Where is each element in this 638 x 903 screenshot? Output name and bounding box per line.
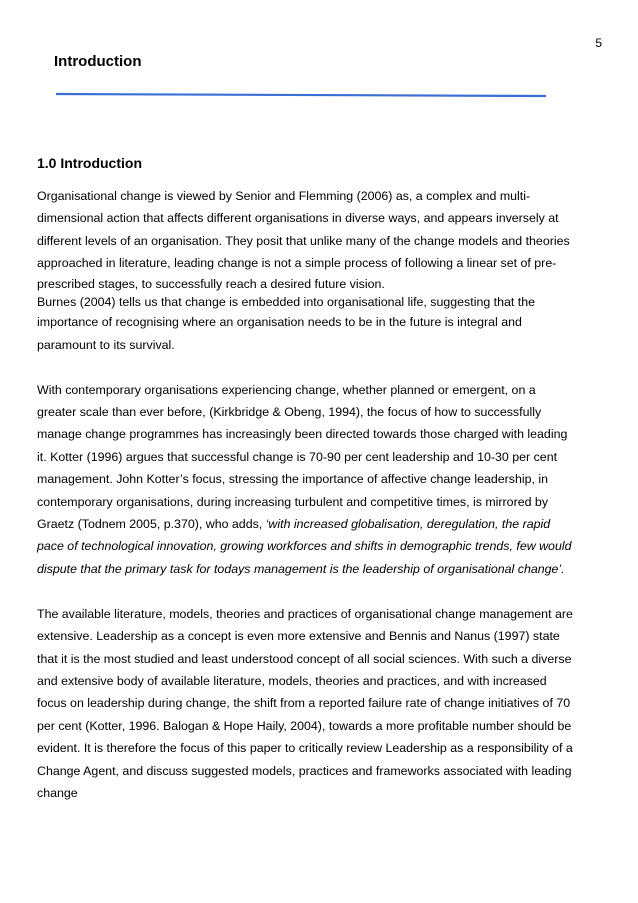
text-line: evident. It is therefore the focus of this paper to critically review Leadership as a responsibility of a <box>37 741 573 756</box>
text-line: management. John Kotter’s focus, stressing the importance of affective change leadership, in <box>37 472 549 487</box>
page-header-title: Introduction <box>54 53 142 70</box>
text-line <box>37 513 601 535</box>
text-line: approached in literature, leading change is not a simple process of following a linear set of pre- <box>37 256 557 271</box>
text-line: change <box>37 785 78 800</box>
text-line: per cent (Kotter, 1996. Balogan & Hope Haily, 2004), towards a more profitable number should be <box>37 718 572 733</box>
body-text <box>37 185 601 804</box>
text-line: extensive. Leadership as a concept is even more extensive and Bennis and Nanus (1997) state <box>37 629 560 644</box>
paragraph-gap <box>37 356 601 378</box>
paragraph-gap <box>37 580 601 602</box>
paragraph-4 <box>37 603 601 805</box>
text-line: paramount to its survival. <box>37 337 175 352</box>
page-number: 5 <box>595 36 602 50</box>
text-segment: Graetz (Todnem 2005, p.370), who adds, <box>37 517 266 532</box>
text-line: dimensional action that affects different organisations in diverse ways, and appears inversely at <box>37 211 559 226</box>
quote-line: pace of technological innovation, growing workforces and shifts in demographic trends, few would <box>37 539 572 554</box>
text-line: Organisational change is viewed by Senior and Flemming (2006) as, a complex and multi- <box>37 189 531 203</box>
quote-line: dispute that the primary task for todays management is the leadership of organisational change’. <box>37 561 565 576</box>
text-line: that it is the most studied and least understood concept of all social sciences. With such a diverse <box>37 651 572 666</box>
paragraph-2 <box>37 293 601 356</box>
text-line: With contemporary organisations experiencing change, whether planned or emergent, on a <box>37 382 536 397</box>
section-heading: 1.0 Introduction <box>37 155 142 171</box>
text-line: prescribed stages, to successfully reach a desired future vision. <box>37 276 385 291</box>
text-line: The available literature, models, theories and practices of organisational change management are <box>37 606 573 621</box>
text-line: it. Kotter (1996) argues that successful change is 70-90 per cent leadership and 10-30 per cent <box>37 449 558 464</box>
header-divider <box>56 92 546 98</box>
paragraph-3 <box>37 379 601 581</box>
text-line: contemporary organisations, during increasing turbulent and competitive times, is mirrored by <box>37 494 549 509</box>
quote-segment: ‘with increased globalisation, deregulation, the rapid <box>265 517 551 532</box>
text-line: manage change programmes has increasingly been directed towards those charged with leading <box>37 427 568 442</box>
text-line: Change Agent, and discuss suggested models, practices and frameworks associated with leading <box>37 763 572 778</box>
text-line: different levels of an organisation. They posit that unlike many of the change models and theories <box>37 233 570 248</box>
paragraph-1 <box>37 185 601 293</box>
text-line: importance of recognising where an organisation needs to be in the future is integral and <box>37 315 522 330</box>
text-line: greater scale than ever before, (Kirkbridge & Obeng, 1994), the focus of how to successfully <box>37 405 542 420</box>
text-line: and extensive body of available literature, models, theories and practices, and with increased <box>37 673 547 688</box>
text-line: focus on leadership during change, the shift from a reported failure rate of change initiatives of 70 <box>37 696 571 711</box>
text-line: Burnes (2004) tells us that change is embedded into organisational life, suggesting that the <box>37 295 536 310</box>
